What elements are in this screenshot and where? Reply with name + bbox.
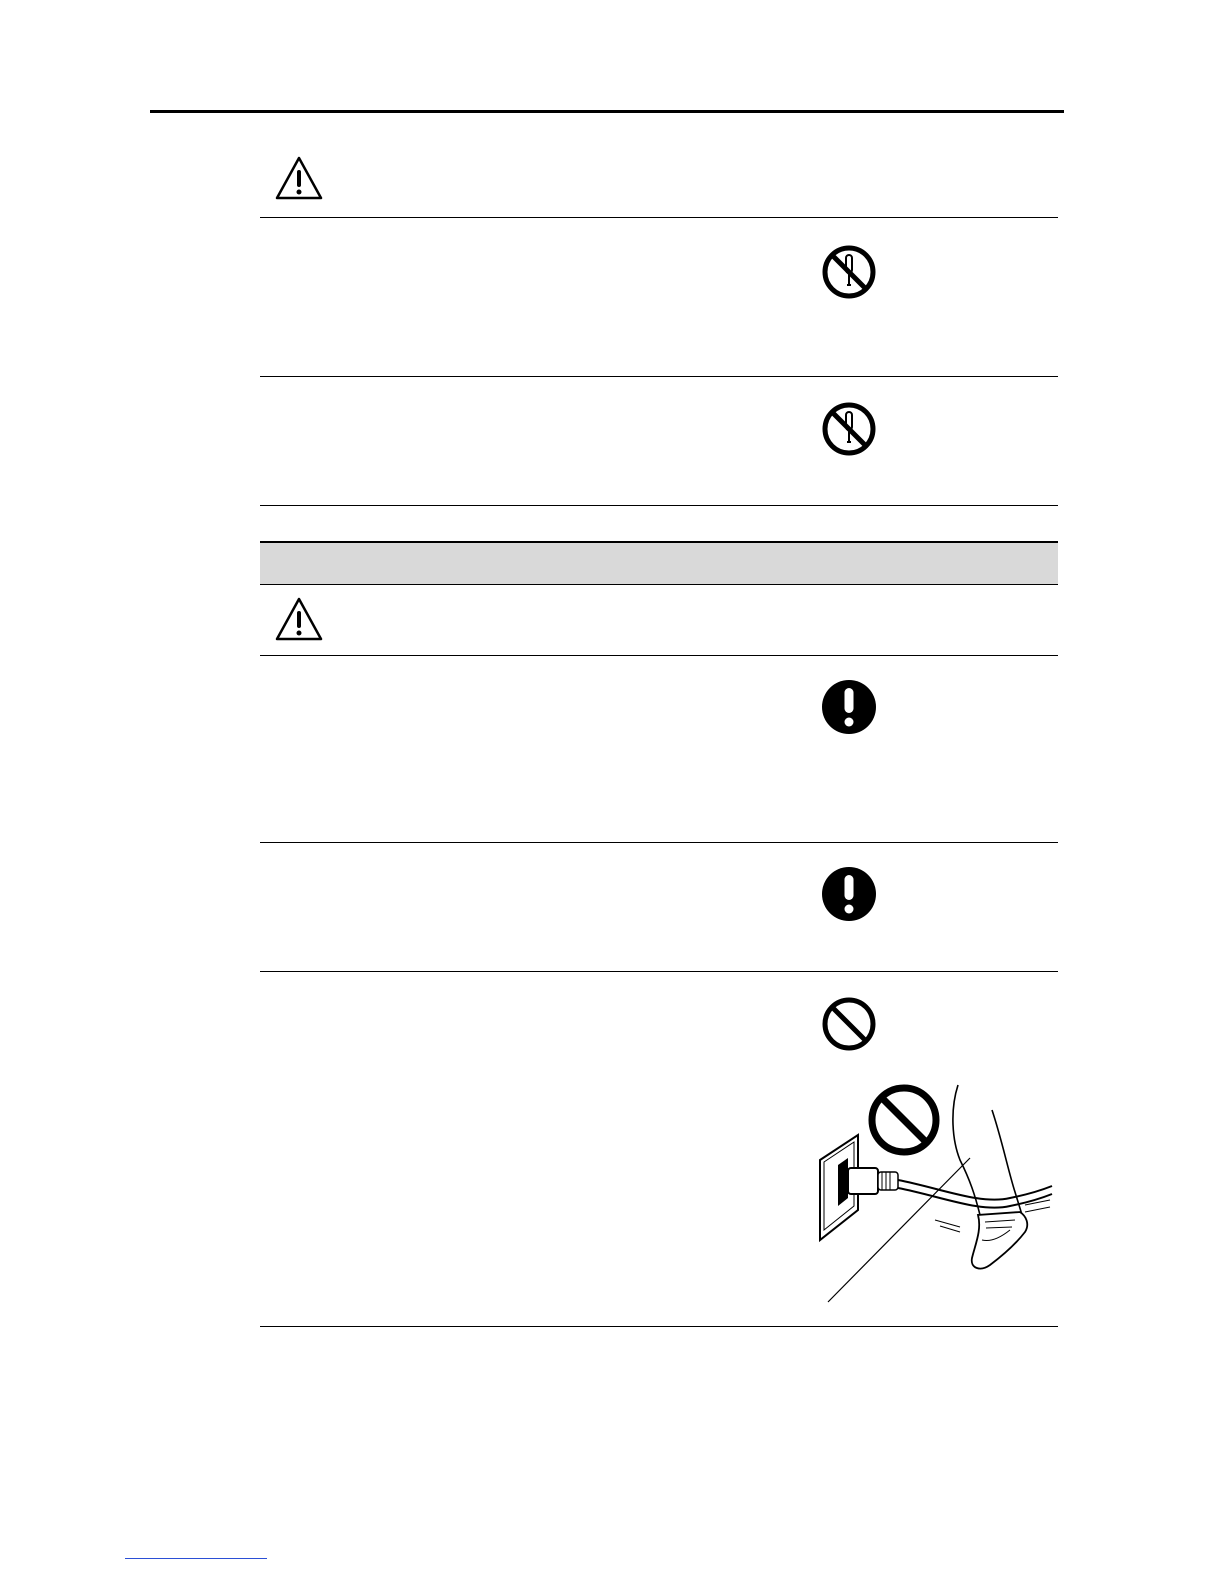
row-divider — [260, 505, 1058, 506]
section-divider — [260, 655, 1058, 656]
mandatory-action-icon — [820, 678, 878, 736]
footer-link-underline[interactable] — [125, 1558, 267, 1559]
page-top-rule — [150, 110, 1064, 113]
section-divider — [260, 217, 1058, 218]
section-band-bottom-rule — [260, 584, 1058, 585]
row-divider — [260, 971, 1058, 972]
no-disassembly-icon — [820, 401, 878, 457]
no-disassembly-icon — [820, 244, 878, 300]
warning-triangle-icon — [274, 155, 324, 201]
do-not-trip-on-cord-illustration — [810, 1080, 1060, 1305]
row-divider — [260, 842, 1058, 843]
mandatory-action-icon — [820, 865, 878, 923]
row-divider — [260, 376, 1058, 377]
warning-triangle-icon — [274, 596, 324, 642]
section-header-band — [260, 542, 1058, 584]
row-divider — [260, 1326, 1058, 1327]
prohibition-icon — [820, 995, 878, 1053]
section-band-top-rule — [260, 541, 1058, 543]
